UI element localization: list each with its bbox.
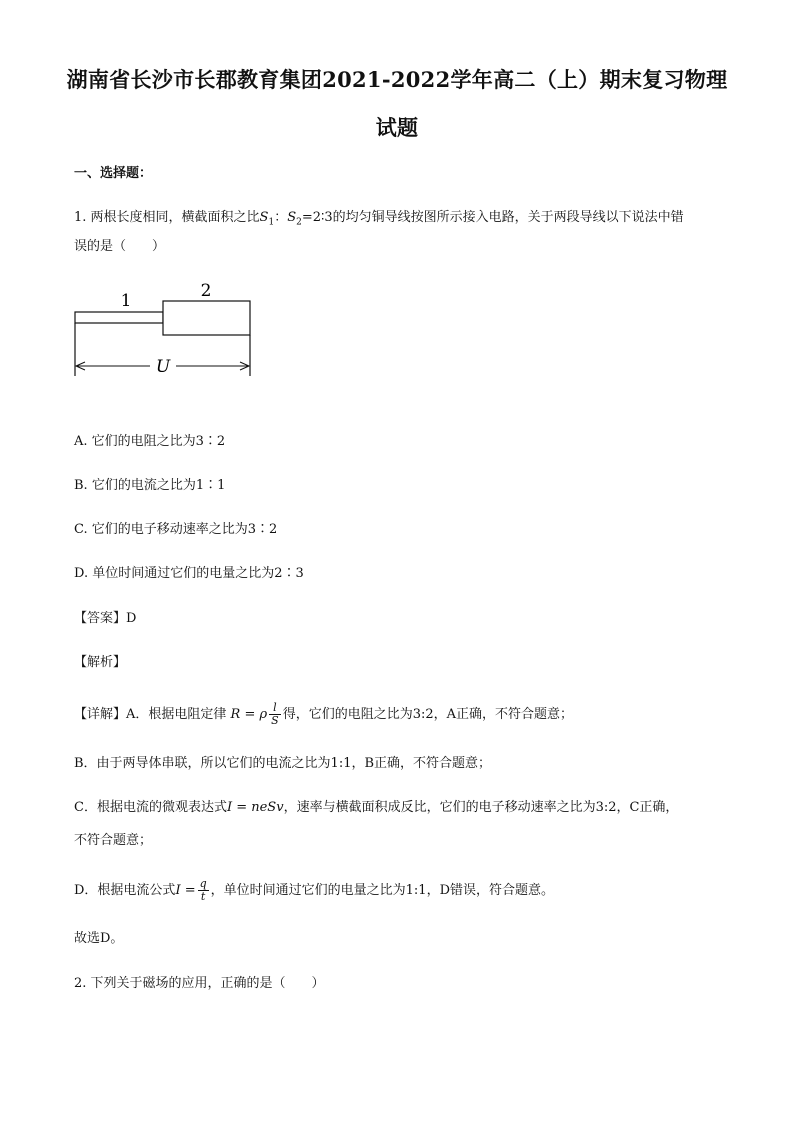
question-1-stem-line2: 误的是（ ） bbox=[74, 239, 166, 254]
answer-tag: 【答案】 bbox=[74, 611, 127, 626]
detail-d-line bbox=[74, 878, 554, 903]
fraction-denominator-t: t bbox=[200, 890, 206, 903]
option-d: D. 单位时间通过它们的电量之比为2∶3 bbox=[74, 566, 304, 581]
answer-line bbox=[74, 609, 136, 629]
conductor-2 bbox=[163, 301, 250, 335]
document-title-line2: 试题 bbox=[375, 115, 419, 140]
q1-stem-part-b: =2∶3的均匀铜导线按图所示接入电路，关于两段导线以下说法中错 bbox=[301, 210, 684, 225]
fraction-numerator-l: l bbox=[269, 702, 281, 715]
detail-c-pre: C．根据电流的微观表达式 bbox=[74, 800, 227, 815]
question-2-stem: 2. 下列关于磁场的应用，正确的是（ ） bbox=[74, 976, 325, 991]
detail-a-line bbox=[74, 702, 573, 727]
conductor-1 bbox=[75, 312, 163, 323]
current-formula-lhs: I = bbox=[175, 883, 196, 898]
detail-a-pre: A．根据电阻定律 bbox=[126, 707, 227, 722]
section-heading: 一、选择题： bbox=[74, 166, 153, 181]
option-c: C. 它们的电子移动速率之比为3∶2 bbox=[74, 522, 278, 537]
q1-colon: ： bbox=[274, 210, 288, 225]
detail-d-pre: D．根据电流公式 bbox=[74, 883, 176, 898]
fraction-denominator-s: S bbox=[271, 714, 279, 727]
answer-value: D bbox=[126, 611, 137, 626]
q1-s1: S bbox=[259, 210, 269, 225]
document-title-line1: 湖南省长沙市长郡教育集团2021-2022学年高二（上）期末复习物理 bbox=[66, 67, 728, 92]
detail-c-line bbox=[74, 798, 678, 818]
q1-s2: S bbox=[287, 210, 297, 225]
q1-stem-part-a: 1. 两根长度相同，横截面积之比 bbox=[74, 210, 260, 225]
q1-s1-subscript: 1 bbox=[268, 217, 275, 228]
detail-d-post: ，单位时间通过它们的电量之比为1:1，D错误，符合题意。 bbox=[210, 883, 555, 898]
detail-c-post: ，速率与横截面积成反比，它们的电子移动速率之比为3:2，C正确， bbox=[283, 800, 679, 815]
detail-a-post: 得，它们的电阻之比为3:2，A正确，不符合题意； bbox=[282, 707, 573, 722]
circuit-figure bbox=[70, 280, 270, 380]
question-1-stem-line1 bbox=[74, 208, 684, 233]
option-a: A. 它们的电阻之比为3∶2 bbox=[74, 434, 226, 449]
voltage-label: U bbox=[155, 357, 171, 377]
option-b: B. 它们的电流之比为1∶1 bbox=[74, 478, 226, 493]
conductor-2-label: 2 bbox=[200, 281, 212, 301]
current-micro-formula: I = neSv bbox=[226, 800, 284, 815]
resistance-formula-fraction bbox=[269, 702, 281, 727]
current-formula-fraction bbox=[198, 878, 209, 903]
q1-s2-subscript: 2 bbox=[296, 217, 302, 228]
conclusion-line: 故选D。 bbox=[74, 931, 124, 946]
analysis-tag: 【解析】 bbox=[74, 655, 127, 670]
detail-tag: 【详解】 bbox=[74, 707, 127, 722]
resistance-formula-lhs: R = ρ bbox=[230, 707, 268, 722]
detail-b-line: B．由于两导体串联，所以它们的电流之比为1:1，B正确，不符合题意； bbox=[74, 756, 492, 771]
fraction-numerator-q: q bbox=[199, 877, 207, 890]
detail-c-line2: 不符合题意； bbox=[74, 833, 153, 848]
conductor-1-label: 1 bbox=[120, 291, 132, 311]
